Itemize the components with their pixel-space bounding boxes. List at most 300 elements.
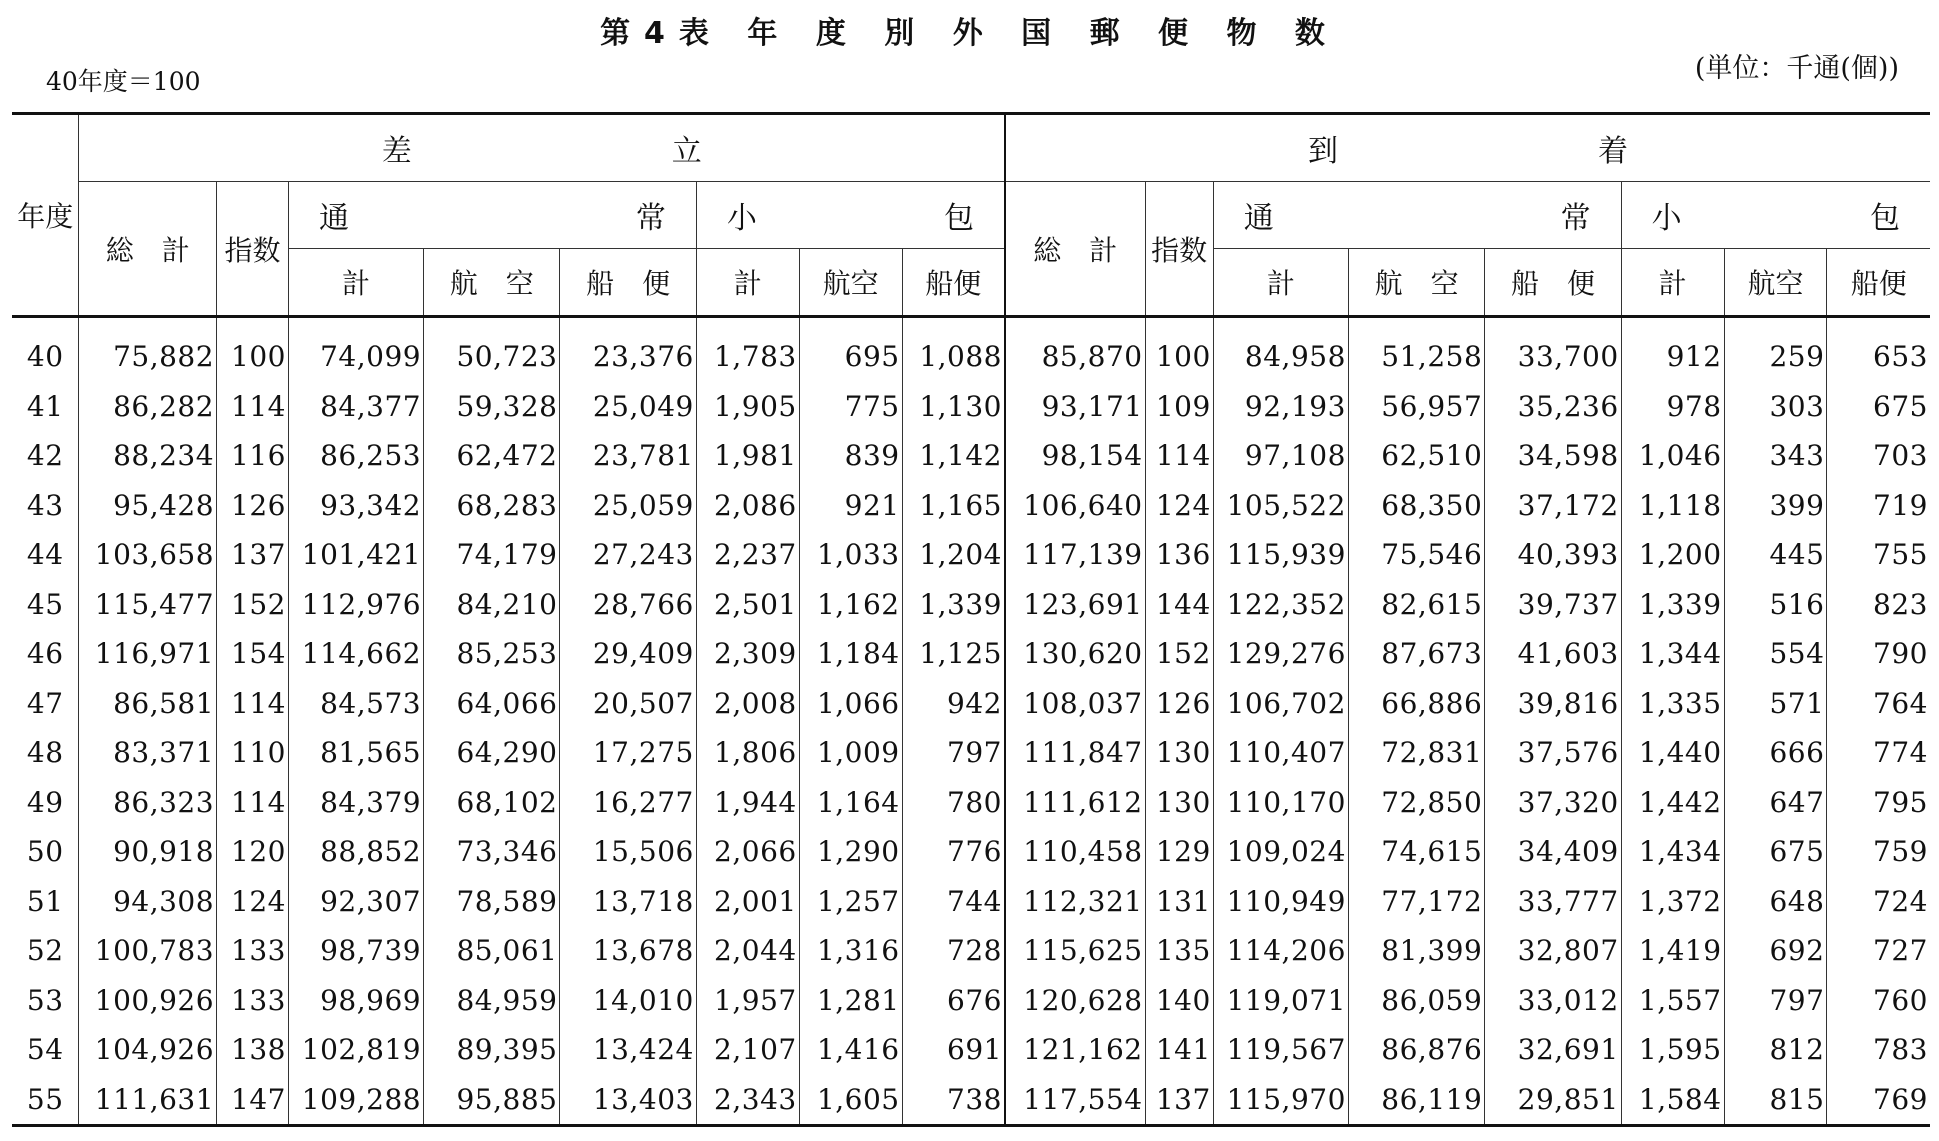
cell-d-par-air: 775 bbox=[799, 382, 902, 432]
cell-d-index: 147 bbox=[217, 1075, 289, 1126]
cell-d-ord-air: 62,472 bbox=[424, 431, 560, 481]
cell-a-index: 131 bbox=[1145, 877, 1213, 927]
cell-a-par-ship: 764 bbox=[1827, 679, 1930, 729]
cell-a-total: 93,171 bbox=[1005, 382, 1145, 432]
cell-d-ord-total: 98,969 bbox=[288, 976, 423, 1026]
cell-d-index: 152 bbox=[217, 580, 289, 630]
dispatch-parcel-header bbox=[696, 182, 1005, 249]
cell-a-par-total: 1,584 bbox=[1621, 1075, 1724, 1126]
cell-a-index: 124 bbox=[1145, 481, 1213, 531]
arrival-ordinary-air-header: 航 空 bbox=[1348, 249, 1484, 317]
cell-a-ord-ship: 37,172 bbox=[1485, 481, 1621, 531]
cell-a-total: 115,625 bbox=[1005, 926, 1145, 976]
cell-d-total: 100,926 bbox=[79, 976, 217, 1026]
cell-a-par-air: 648 bbox=[1724, 877, 1827, 927]
cell-d-par-ship: 797 bbox=[902, 728, 1005, 778]
cell-a-total: 98,154 bbox=[1005, 431, 1145, 481]
cell-d-par-air: 1,316 bbox=[799, 926, 902, 976]
cell-d-ord-air: 68,283 bbox=[424, 481, 560, 531]
cell-a-par-air: 445 bbox=[1724, 530, 1827, 580]
cell-d-total: 103,658 bbox=[79, 530, 217, 580]
cell-d-ord-ship: 23,781 bbox=[560, 431, 696, 481]
cell-a-ord-ship: 34,409 bbox=[1485, 827, 1621, 877]
cell-d-ord-ship: 13,403 bbox=[560, 1075, 696, 1126]
arrival-ordinary-ship-header: 船 便 bbox=[1485, 249, 1621, 317]
cell-d-par-air: 1,162 bbox=[799, 580, 902, 630]
cell-d-ord-total: 114,662 bbox=[288, 629, 423, 679]
arrival-ordinary-header bbox=[1213, 182, 1621, 249]
cell-d-par-ship: 776 bbox=[902, 827, 1005, 877]
cell-a-ord-air: 81,399 bbox=[1348, 926, 1484, 976]
cell-a-total: 130,620 bbox=[1005, 629, 1145, 679]
cell-a-par-total: 1,440 bbox=[1621, 728, 1724, 778]
cell-d-total: 86,581 bbox=[79, 679, 217, 729]
cell-d-ord-total: 86,253 bbox=[288, 431, 423, 481]
cell-a-ord-ship: 32,691 bbox=[1485, 1025, 1621, 1075]
table-row bbox=[12, 431, 1930, 481]
cell-a-par-ship: 755 bbox=[1827, 530, 1930, 580]
cell-a-par-total: 1,339 bbox=[1621, 580, 1724, 630]
cell-a-index: 100 bbox=[1145, 317, 1213, 382]
cell-a-ord-ship: 32,807 bbox=[1485, 926, 1621, 976]
cell-a-ord-total: 110,407 bbox=[1213, 728, 1348, 778]
cell-d-par-ship: 728 bbox=[902, 926, 1005, 976]
cell-d-ord-air: 59,328 bbox=[424, 382, 560, 432]
cell-d-total: 75,882 bbox=[79, 317, 217, 382]
cell-year: 47 bbox=[26, 686, 64, 720]
cell-d-ord-air: 85,061 bbox=[424, 926, 560, 976]
cell-d-total: 104,926 bbox=[79, 1025, 217, 1075]
cell-a-par-air: 554 bbox=[1724, 629, 1827, 679]
cell-a-ord-total: 97,108 bbox=[1213, 431, 1348, 481]
cell-year: 46 bbox=[26, 637, 64, 671]
cell-d-ord-ship: 14,010 bbox=[560, 976, 696, 1026]
cell-d-ord-air: 78,589 bbox=[424, 877, 560, 927]
cell-a-ord-ship: 34,598 bbox=[1485, 431, 1621, 481]
arrival-label-2: 着 bbox=[1598, 134, 1628, 169]
cell-d-total: 94,308 bbox=[79, 877, 217, 927]
cell-a-ord-total: 119,071 bbox=[1213, 976, 1348, 1026]
cell-d-index: 114 bbox=[217, 679, 289, 729]
cell-d-ord-total: 98,739 bbox=[288, 926, 423, 976]
cell-d-ord-total: 84,377 bbox=[288, 382, 423, 432]
cell-d-par-air: 695 bbox=[799, 317, 902, 382]
cell-a-index: 152 bbox=[1145, 629, 1213, 679]
cell-year: 40 bbox=[26, 340, 64, 374]
cell-d-ord-ship: 16,277 bbox=[560, 778, 696, 828]
cell-d-ord-air: 73,346 bbox=[424, 827, 560, 877]
mail-statistics-table bbox=[12, 112, 1930, 1127]
cell-d-ord-air: 74,179 bbox=[424, 530, 560, 580]
arrival-ordinary-total-header: 計 bbox=[1213, 249, 1348, 317]
cell-a-ord-air: 68,350 bbox=[1348, 481, 1484, 531]
cell-a-par-ship: 675 bbox=[1827, 382, 1930, 432]
cell-a-ord-ship: 39,737 bbox=[1485, 580, 1621, 630]
cell-a-ord-air: 86,059 bbox=[1348, 976, 1484, 1026]
cell-a-ord-ship: 35,236 bbox=[1485, 382, 1621, 432]
cell-a-ord-total: 129,276 bbox=[1213, 629, 1348, 679]
cell-a-ord-total: 115,939 bbox=[1213, 530, 1348, 580]
cell-a-ord-total: 115,970 bbox=[1213, 1075, 1348, 1126]
cell-a-par-total: 1,118 bbox=[1621, 481, 1724, 531]
cell-d-par-ship: 780 bbox=[902, 778, 1005, 828]
table-row bbox=[12, 877, 1930, 927]
cell-d-index: 120 bbox=[217, 827, 289, 877]
cell-d-ord-ship: 13,678 bbox=[560, 926, 696, 976]
cell-d-ord-air: 84,210 bbox=[424, 580, 560, 630]
cell-d-total: 83,371 bbox=[79, 728, 217, 778]
cell-year: 41 bbox=[26, 389, 64, 423]
cell-a-ord-ship: 33,012 bbox=[1485, 976, 1621, 1026]
cell-a-par-ship: 795 bbox=[1827, 778, 1930, 828]
cell-a-par-total: 1,434 bbox=[1621, 827, 1724, 877]
cell-d-ord-ship: 29,409 bbox=[560, 629, 696, 679]
cell-d-par-total: 1,905 bbox=[696, 382, 799, 432]
ordinary-label-1: 通 bbox=[1243, 201, 1274, 236]
cell-d-par-ship: 942 bbox=[902, 679, 1005, 729]
arrival-parcel-air-header: 航空 bbox=[1724, 249, 1827, 317]
cell-d-total: 116,971 bbox=[79, 629, 217, 679]
cell-a-par-air: 675 bbox=[1724, 827, 1827, 877]
cell-a-total: 111,612 bbox=[1005, 778, 1145, 828]
cell-d-par-total: 1,806 bbox=[696, 728, 799, 778]
cell-a-index: 135 bbox=[1145, 926, 1213, 976]
year-header: 年度 bbox=[12, 114, 79, 317]
cell-d-ord-air: 64,066 bbox=[424, 679, 560, 729]
cell-d-par-ship: 738 bbox=[902, 1075, 1005, 1126]
cell-a-par-ship: 719 bbox=[1827, 481, 1930, 531]
cell-d-index: 110 bbox=[217, 728, 289, 778]
cell-a-par-ship: 774 bbox=[1827, 728, 1930, 778]
parcel-label-2: 包 bbox=[944, 201, 974, 236]
cell-d-par-air: 839 bbox=[799, 431, 902, 481]
cell-d-ord-total: 92,307 bbox=[288, 877, 423, 927]
cell-d-par-ship: 744 bbox=[902, 877, 1005, 927]
cell-d-total: 111,631 bbox=[79, 1075, 217, 1126]
cell-a-ord-air: 56,957 bbox=[1348, 382, 1484, 432]
parcel-label-2: 包 bbox=[1870, 201, 1900, 236]
cell-d-ord-air: 50,723 bbox=[424, 317, 560, 382]
dispatch-group-header bbox=[79, 114, 1005, 182]
dispatch-ordinary-air-header: 航 空 bbox=[424, 249, 560, 317]
cell-a-ord-total: 84,958 bbox=[1213, 317, 1348, 382]
cell-a-ord-air: 51,258 bbox=[1348, 317, 1484, 382]
cell-a-index: 141 bbox=[1145, 1025, 1213, 1075]
cell-a-ord-air: 66,886 bbox=[1348, 679, 1484, 729]
cell-a-par-air: 399 bbox=[1724, 481, 1827, 531]
cell-a-ord-ship: 29,851 bbox=[1485, 1075, 1621, 1126]
cell-d-par-ship: 1,130 bbox=[902, 382, 1005, 432]
dispatch-label-2: 立 bbox=[671, 134, 702, 169]
cell-d-par-ship: 1,204 bbox=[902, 530, 1005, 580]
cell-d-par-ship: 1,088 bbox=[902, 317, 1005, 382]
cell-a-par-ship: 724 bbox=[1827, 877, 1930, 927]
cell-a-ord-ship: 37,320 bbox=[1485, 778, 1621, 828]
cell-a-par-ship: 703 bbox=[1827, 431, 1930, 481]
cell-a-ord-total: 119,567 bbox=[1213, 1025, 1348, 1075]
table-body bbox=[12, 317, 1930, 1126]
cell-a-par-total: 1,046 bbox=[1621, 431, 1724, 481]
dispatch-ordinary-header bbox=[288, 182, 696, 249]
table-row bbox=[12, 1025, 1930, 1075]
cell-d-par-total: 2,107 bbox=[696, 1025, 799, 1075]
cell-a-par-ship: 790 bbox=[1827, 629, 1930, 679]
cell-a-par-total: 1,595 bbox=[1621, 1025, 1724, 1075]
table-row bbox=[12, 580, 1930, 630]
cell-year: 45 bbox=[26, 587, 64, 621]
ordinary-label-1: 通 bbox=[318, 201, 349, 236]
cell-d-par-air: 921 bbox=[799, 481, 902, 531]
cell-d-par-total: 1,783 bbox=[696, 317, 799, 382]
cell-d-index: 138 bbox=[217, 1025, 289, 1075]
cell-d-index: 116 bbox=[217, 431, 289, 481]
cell-d-par-total: 1,981 bbox=[696, 431, 799, 481]
dispatch-ordinary-total-header: 計 bbox=[288, 249, 423, 317]
cell-d-par-air: 1,605 bbox=[799, 1075, 902, 1126]
cell-a-par-total: 1,557 bbox=[1621, 976, 1724, 1026]
cell-a-ord-air: 72,850 bbox=[1348, 778, 1484, 828]
cell-d-par-total: 2,044 bbox=[696, 926, 799, 976]
table-row bbox=[12, 976, 1930, 1026]
cell-d-par-air: 1,281 bbox=[799, 976, 902, 1026]
cell-d-par-total: 2,086 bbox=[696, 481, 799, 531]
dispatch-index-header: 指数 bbox=[217, 182, 289, 317]
arrival-label-1: 到 bbox=[1308, 134, 1338, 169]
cell-a-ord-ship: 41,603 bbox=[1485, 629, 1621, 679]
cell-a-ord-total: 110,949 bbox=[1213, 877, 1348, 927]
cell-d-total: 100,783 bbox=[79, 926, 217, 976]
cell-a-ord-ship: 40,393 bbox=[1485, 530, 1621, 580]
cell-d-par-total: 2,008 bbox=[696, 679, 799, 729]
table-header bbox=[12, 114, 1930, 317]
cell-a-index: 114 bbox=[1145, 431, 1213, 481]
cell-a-ord-total: 110,170 bbox=[1213, 778, 1348, 828]
cell-d-index: 114 bbox=[217, 778, 289, 828]
cell-d-par-total: 2,309 bbox=[696, 629, 799, 679]
table-row bbox=[12, 679, 1930, 729]
cell-d-par-air: 1,416 bbox=[799, 1025, 902, 1075]
cell-a-par-total: 1,344 bbox=[1621, 629, 1724, 679]
cell-a-par-total: 1,419 bbox=[1621, 926, 1724, 976]
cell-d-par-total: 1,944 bbox=[696, 778, 799, 828]
cell-a-par-total: 1,442 bbox=[1621, 778, 1724, 828]
cell-d-total: 90,918 bbox=[79, 827, 217, 877]
parcel-label-1: 小 bbox=[1651, 201, 1682, 236]
cell-a-par-total: 1,372 bbox=[1621, 877, 1724, 927]
cell-a-total: 112,321 bbox=[1005, 877, 1145, 927]
cell-d-par-total: 2,001 bbox=[696, 877, 799, 927]
cell-d-total: 88,234 bbox=[79, 431, 217, 481]
cell-d-ord-ship: 28,766 bbox=[560, 580, 696, 630]
cell-d-ord-ship: 25,059 bbox=[560, 481, 696, 531]
ordinary-label-2: 常 bbox=[635, 201, 666, 236]
cell-d-ord-ship: 20,507 bbox=[560, 679, 696, 729]
parcel-label-1: 小 bbox=[726, 201, 757, 236]
cell-a-par-total: 1,335 bbox=[1621, 679, 1724, 729]
cell-d-par-ship: 1,125 bbox=[902, 629, 1005, 679]
cell-a-ord-air: 82,615 bbox=[1348, 580, 1484, 630]
cell-year: 43 bbox=[26, 488, 64, 522]
cell-a-index: 140 bbox=[1145, 976, 1213, 1026]
table-row bbox=[12, 382, 1930, 432]
cell-d-par-total: 1,957 bbox=[696, 976, 799, 1026]
cell-a-ord-air: 62,510 bbox=[1348, 431, 1484, 481]
arrival-parcel-header bbox=[1621, 182, 1930, 249]
cell-d-ord-ship: 17,275 bbox=[560, 728, 696, 778]
cell-d-ord-total: 74,099 bbox=[288, 317, 423, 382]
cell-a-par-ship: 823 bbox=[1827, 580, 1930, 630]
cell-year: 55 bbox=[26, 1082, 64, 1116]
cell-a-ord-ship: 37,576 bbox=[1485, 728, 1621, 778]
cell-d-index: 126 bbox=[217, 481, 289, 531]
cell-d-par-ship: 676 bbox=[902, 976, 1005, 1026]
cell-a-ord-total: 105,522 bbox=[1213, 481, 1348, 531]
cell-d-index: 100 bbox=[217, 317, 289, 382]
arrival-group-header bbox=[1005, 114, 1930, 182]
cell-d-par-ship: 1,339 bbox=[902, 580, 1005, 630]
cell-year: 54 bbox=[26, 1033, 64, 1067]
dispatch-parcel-ship-header: 船便 bbox=[902, 249, 1005, 317]
cell-d-par-air: 1,033 bbox=[799, 530, 902, 580]
cell-a-total: 121,162 bbox=[1005, 1025, 1145, 1075]
cell-d-ord-total: 102,819 bbox=[288, 1025, 423, 1075]
cell-d-ord-total: 81,565 bbox=[288, 728, 423, 778]
cell-d-par-total: 2,066 bbox=[696, 827, 799, 877]
cell-a-index: 130 bbox=[1145, 778, 1213, 828]
arrival-parcel-total-header: 計 bbox=[1621, 249, 1724, 317]
cell-a-par-air: 516 bbox=[1724, 580, 1827, 630]
cell-d-index: 133 bbox=[217, 976, 289, 1026]
cell-d-par-ship: 1,142 bbox=[902, 431, 1005, 481]
cell-a-par-air: 666 bbox=[1724, 728, 1827, 778]
cell-a-par-total: 912 bbox=[1621, 317, 1724, 382]
cell-a-par-ship: 653 bbox=[1827, 317, 1930, 382]
cell-d-ord-total: 109,288 bbox=[288, 1075, 423, 1126]
cell-year: 53 bbox=[26, 983, 64, 1017]
ordinary-label-2: 常 bbox=[1560, 201, 1591, 236]
cell-a-par-air: 343 bbox=[1724, 431, 1827, 481]
cell-a-index: 109 bbox=[1145, 382, 1213, 432]
table-row bbox=[12, 728, 1930, 778]
cell-a-total: 110,458 bbox=[1005, 827, 1145, 877]
cell-a-par-air: 692 bbox=[1724, 926, 1827, 976]
cell-a-total: 108,037 bbox=[1005, 679, 1145, 729]
table-row bbox=[12, 629, 1930, 679]
cell-a-ord-air: 87,673 bbox=[1348, 629, 1484, 679]
table-row bbox=[12, 530, 1930, 580]
cell-a-total: 117,139 bbox=[1005, 530, 1145, 580]
cell-a-ord-total: 109,024 bbox=[1213, 827, 1348, 877]
arrival-total-header: 総 計 bbox=[1005, 182, 1145, 317]
cell-year: 50 bbox=[26, 835, 64, 869]
table-row bbox=[12, 778, 1930, 828]
cell-a-ord-ship: 33,700 bbox=[1485, 317, 1621, 382]
cell-a-par-air: 797 bbox=[1724, 976, 1827, 1026]
cell-d-index: 114 bbox=[217, 382, 289, 432]
cell-a-total: 106,640 bbox=[1005, 481, 1145, 531]
cell-d-par-air: 1,290 bbox=[799, 827, 902, 877]
arrival-parcel-ship-header: 船便 bbox=[1827, 249, 1930, 317]
cell-d-ord-air: 68,102 bbox=[424, 778, 560, 828]
table-row bbox=[12, 926, 1930, 976]
cell-a-total: 120,628 bbox=[1005, 976, 1145, 1026]
cell-d-par-air: 1,066 bbox=[799, 679, 902, 729]
cell-d-par-air: 1,257 bbox=[799, 877, 902, 927]
cell-d-ord-ship: 27,243 bbox=[560, 530, 696, 580]
cell-a-par-total: 1,200 bbox=[1621, 530, 1724, 580]
cell-d-ord-air: 89,395 bbox=[424, 1025, 560, 1075]
cell-a-ord-air: 86,876 bbox=[1348, 1025, 1484, 1075]
table-title: 第4表 年 度 別 外 国 郵 便 物 数 bbox=[600, 16, 1339, 51]
cell-year: 42 bbox=[26, 439, 64, 473]
cell-d-ord-total: 88,852 bbox=[288, 827, 423, 877]
cell-a-index: 136 bbox=[1145, 530, 1213, 580]
cell-a-index: 144 bbox=[1145, 580, 1213, 630]
cell-d-ord-air: 85,253 bbox=[424, 629, 560, 679]
dispatch-total-header: 総 計 bbox=[79, 182, 217, 317]
cell-a-ord-total: 114,206 bbox=[1213, 926, 1348, 976]
cell-a-ord-air: 72,831 bbox=[1348, 728, 1484, 778]
cell-a-ord-air: 77,172 bbox=[1348, 877, 1484, 927]
cell-d-total: 86,323 bbox=[79, 778, 217, 828]
cell-d-ord-air: 64,290 bbox=[424, 728, 560, 778]
cell-a-ord-ship: 33,777 bbox=[1485, 877, 1621, 927]
dispatch-parcel-air-header: 航空 bbox=[799, 249, 902, 317]
arrival-index-header: 指数 bbox=[1145, 182, 1213, 317]
cell-year: 52 bbox=[26, 934, 64, 968]
cell-a-ord-air: 75,546 bbox=[1348, 530, 1484, 580]
cell-d-ord-ship: 15,506 bbox=[560, 827, 696, 877]
cell-a-ord-total: 122,352 bbox=[1213, 580, 1348, 630]
cell-a-ord-air: 74,615 bbox=[1348, 827, 1484, 877]
cell-a-ord-total: 92,193 bbox=[1213, 382, 1348, 432]
cell-a-total: 111,847 bbox=[1005, 728, 1145, 778]
cell-a-ord-ship: 39,816 bbox=[1485, 679, 1621, 729]
cell-a-ord-air: 86,119 bbox=[1348, 1075, 1484, 1126]
cell-a-par-ship: 783 bbox=[1827, 1025, 1930, 1075]
cell-a-par-ship: 769 bbox=[1827, 1075, 1930, 1126]
cell-a-par-air: 812 bbox=[1724, 1025, 1827, 1075]
cell-a-par-air: 571 bbox=[1724, 679, 1827, 729]
cell-d-par-total: 2,237 bbox=[696, 530, 799, 580]
cell-d-total: 95,428 bbox=[79, 481, 217, 531]
table-row bbox=[12, 827, 1930, 877]
base-year-note: 40年度＝100 bbox=[46, 67, 201, 96]
cell-a-index: 126 bbox=[1145, 679, 1213, 729]
cell-d-ord-ship: 25,049 bbox=[560, 382, 696, 432]
cell-a-par-ship: 727 bbox=[1827, 926, 1930, 976]
dispatch-parcel-total-header: 計 bbox=[696, 249, 799, 317]
cell-a-par-air: 303 bbox=[1724, 382, 1827, 432]
cell-a-par-total: 978 bbox=[1621, 382, 1724, 432]
dispatch-ordinary-ship-header: 船 便 bbox=[560, 249, 696, 317]
cell-d-ord-ship: 13,718 bbox=[560, 877, 696, 927]
cell-d-ord-ship: 23,376 bbox=[560, 317, 696, 382]
cell-d-index: 137 bbox=[217, 530, 289, 580]
table-row bbox=[12, 1075, 1930, 1126]
cell-d-total: 115,477 bbox=[79, 580, 217, 630]
cell-a-total: 123,691 bbox=[1005, 580, 1145, 630]
cell-d-ord-total: 93,342 bbox=[288, 481, 423, 531]
cell-d-ord-total: 84,379 bbox=[288, 778, 423, 828]
cell-d-par-air: 1,009 bbox=[799, 728, 902, 778]
cell-d-par-ship: 691 bbox=[902, 1025, 1005, 1075]
cell-a-par-air: 647 bbox=[1724, 778, 1827, 828]
cell-d-index: 124 bbox=[217, 877, 289, 927]
cell-a-par-air: 259 bbox=[1724, 317, 1827, 382]
cell-year: 48 bbox=[26, 736, 64, 770]
cell-d-par-total: 2,343 bbox=[696, 1075, 799, 1126]
